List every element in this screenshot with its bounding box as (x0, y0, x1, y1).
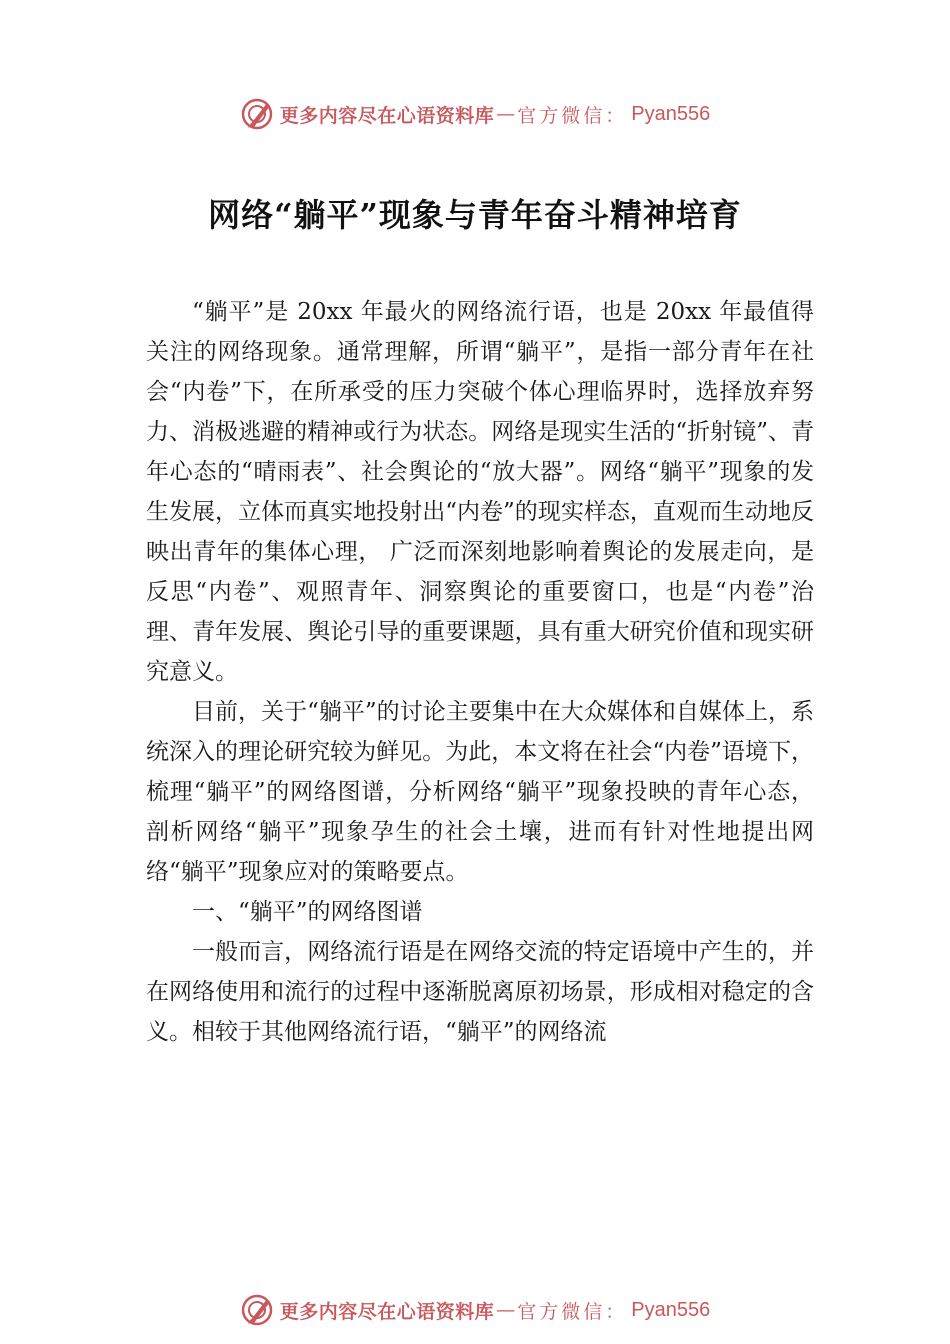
banner-separator: — (496, 1299, 516, 1321)
wechat-id: Pyan556 (631, 1298, 711, 1321)
paragraph: 一般而言，网络流行语是在网络交流的特定语境中产生的，并在网络使用和流行的过程中逐渐脱离原初场景，形成相对稳定的含义。相较于其他网络流行语，“躺平”的网络流 (146, 939, 814, 1045)
paragraph: “躺平”是 20xx 年最火的网络流行语，也是 20xx 年最值得关注的网络现象。通常理解，所谓“躺平”，是指一部分青年在社会“内卷”下，在所承受的压力突破个体心理临界时，选择放弃努力、消极逃避的精神或行为状态。网络是现实生活的“折射镜”、青年心态的“晴雨表”、社会舆论的“放大器”。网络“躺平”现象的发生发展，立体而真实地投射出“内卷”的现实样态，直观而生动地反映出青年的集体心理， 广泛而深刻地影响着舆论的发展走向，是反思“内卷”、观照青年、洞察舆论的重要窗口，也是“内卷”治理、青年发展、舆论引导的重要课题，具有重大研究价值和现实研究意义。 (146, 299, 814, 685)
quill-pen-icon (240, 1293, 274, 1327)
section-heading: 一、“躺平”的网络图谱 (192, 899, 423, 925)
banner-separator: — (496, 103, 516, 125)
promo-text: 更多内容尽在心语资料库 (279, 104, 495, 127)
wechat-label: 官方微信： (517, 104, 628, 127)
wechat-id: Pyan556 (631, 102, 711, 125)
paragraph: 目前，关于“躺平”的讨论主要集中在大众媒体和自媒体上，系统深入的理论研究较为鲜见。为此，本文将在社会“内卷”语境下，梳理“躺平”的网络图谱，分析网络“躺平”现象投映的青年心态，剖析网络“躺平”现象孕生的社会土壤，进而有针对性地提出网络“躺平”现象应对的策略要点。 (146, 699, 814, 885)
header-banner (0, 94, 950, 134)
document-title: 网络“躺平”现象与青年奋斗精神培育 (208, 196, 742, 234)
footer-banner (0, 1290, 950, 1330)
promo-text: 更多内容尽在心语资料库 (279, 1300, 495, 1323)
quill-pen-icon (240, 97, 274, 131)
wechat-label: 官方微信： (517, 1300, 628, 1323)
document-body (146, 292, 814, 1052)
